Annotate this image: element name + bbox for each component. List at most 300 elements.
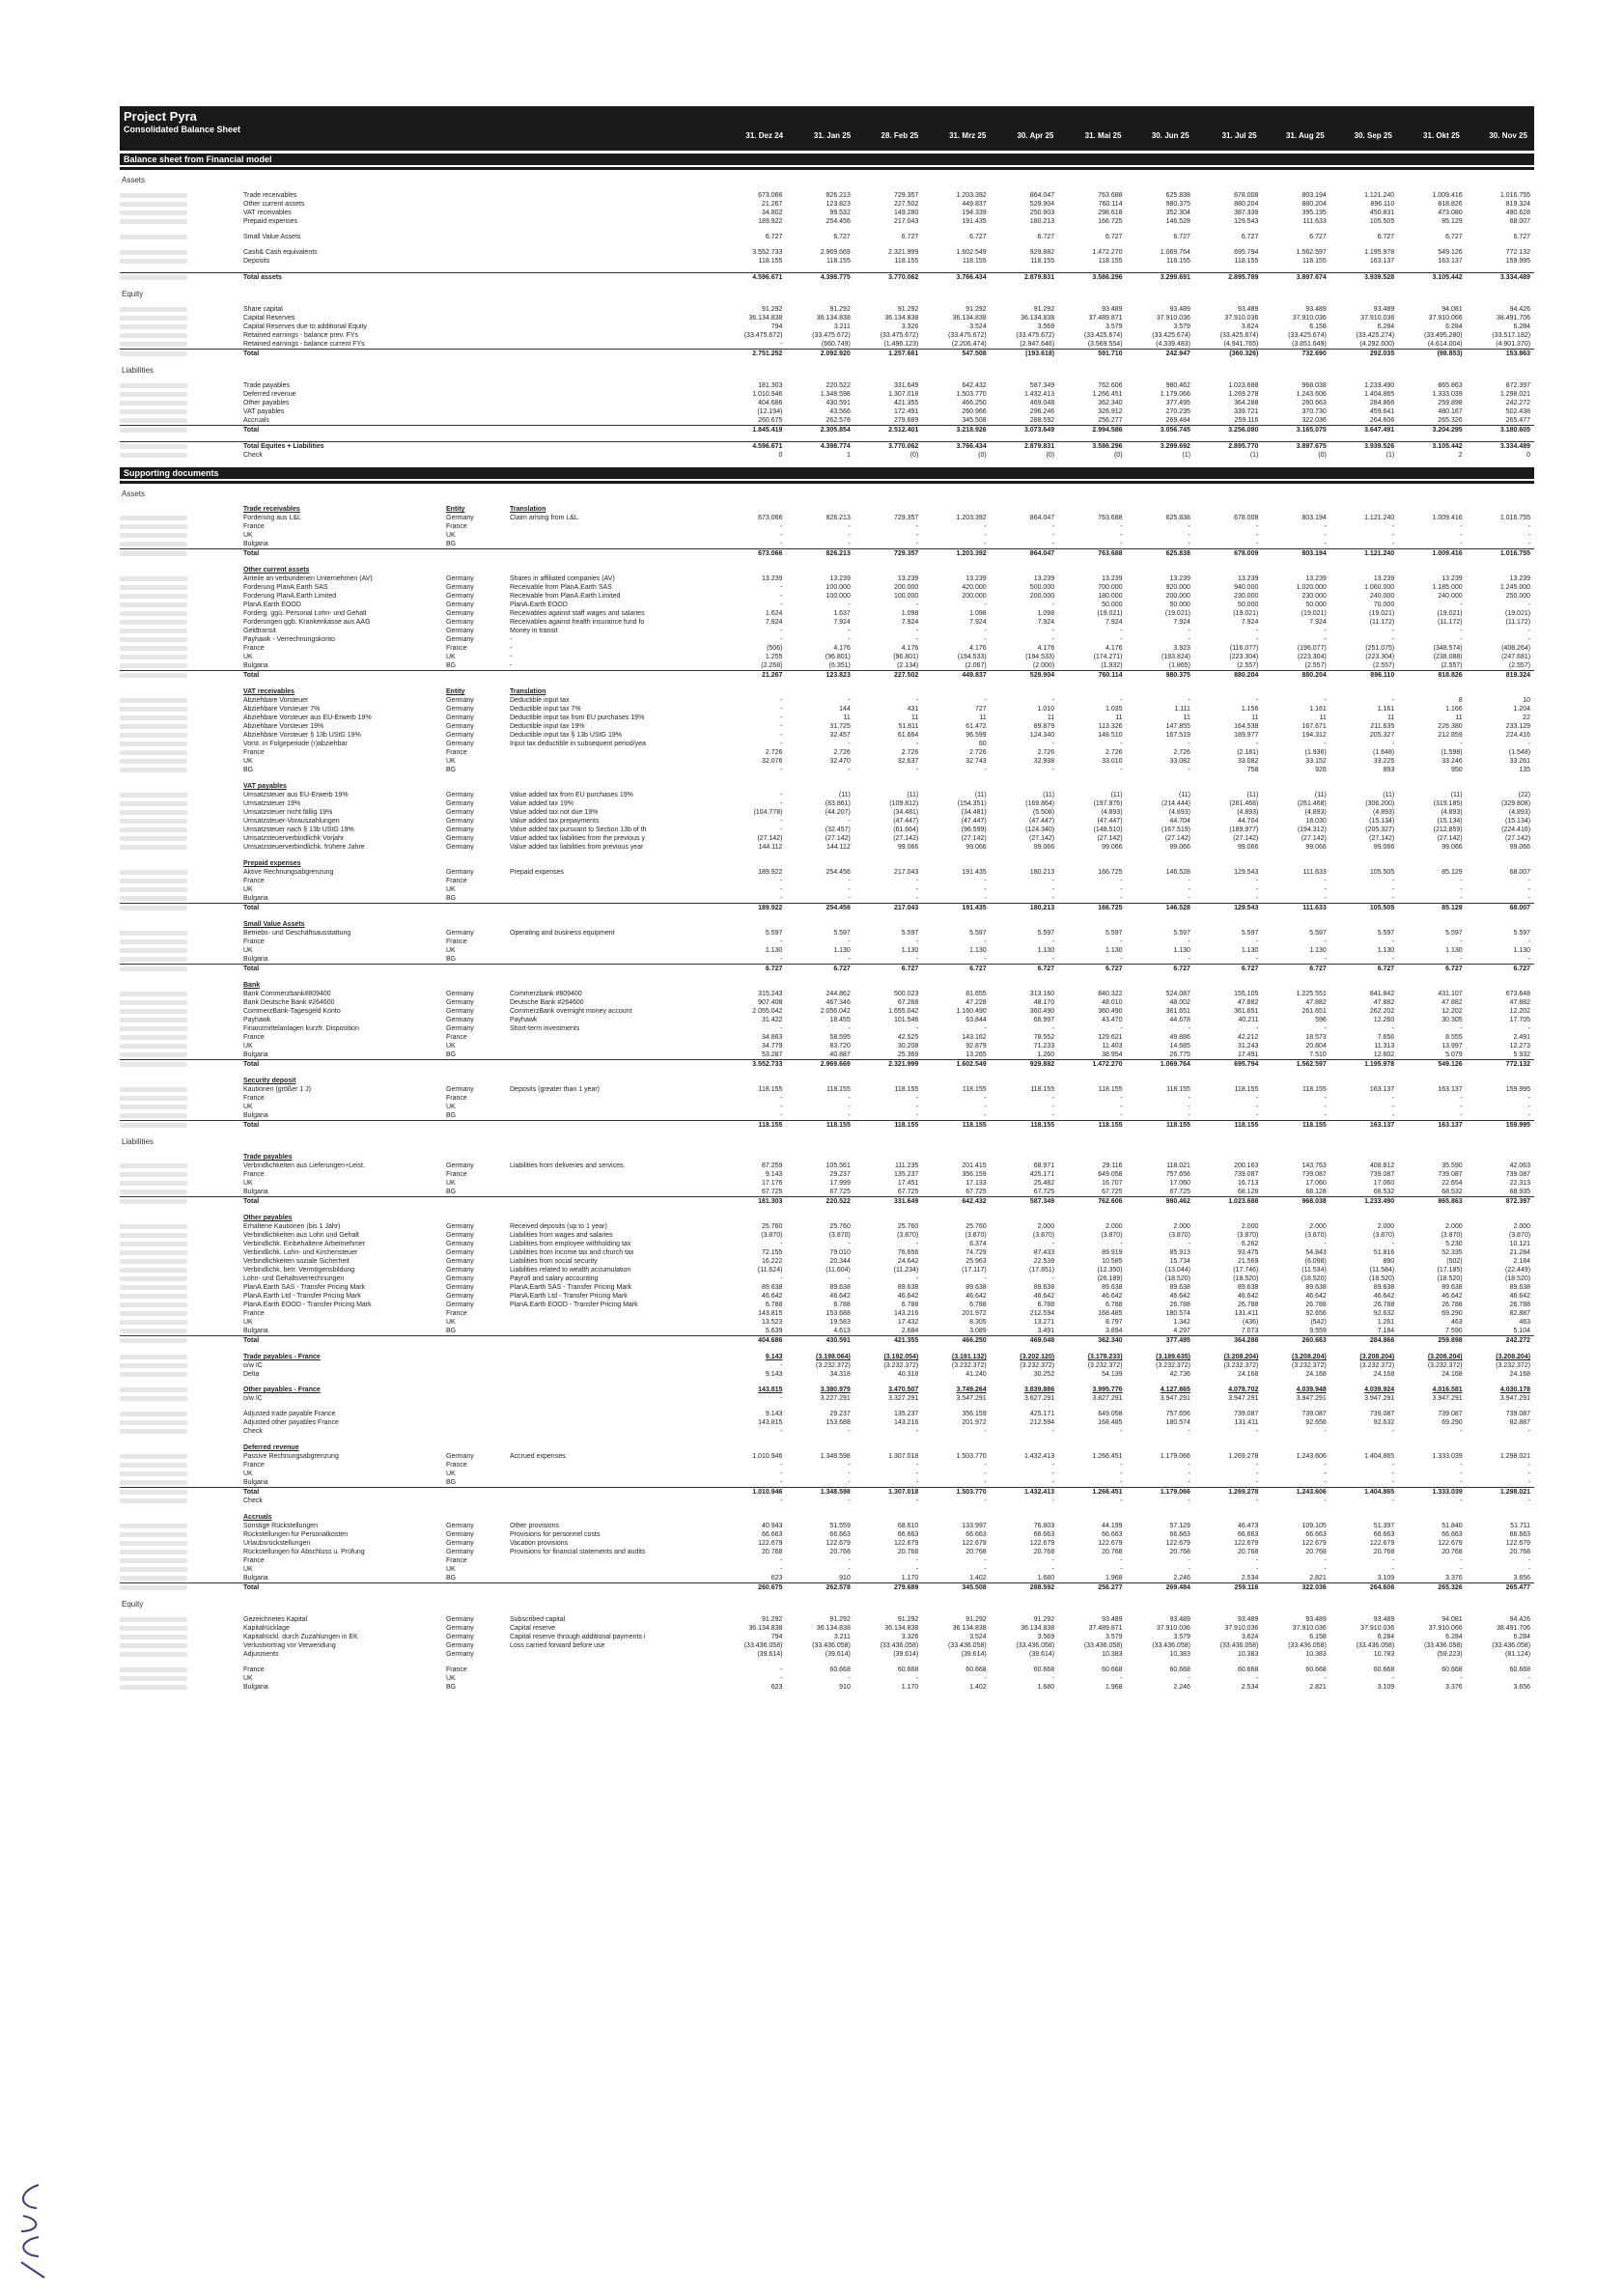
row-values (718, 549, 1534, 558)
row-label: Anteile an verbundenen Unternehmen (AV) (243, 575, 373, 582)
value-cell: (3.870) (897, 1232, 919, 1239)
value-cell (922, 1214, 990, 1222)
row-values (718, 929, 1534, 938)
group-label: Assets (122, 490, 146, 498)
row-entity (446, 340, 510, 349)
value-cell: 467.346 (825, 999, 851, 1006)
value-cell: 37.910.036 (1360, 1625, 1395, 1632)
value-cell: 4.039.924 (1364, 1386, 1395, 1393)
value-cell (1467, 687, 1534, 696)
value-cell: 678.008 (1234, 515, 1259, 521)
redaction-mark (120, 1224, 187, 1229)
value-cell: 29.237 (829, 1411, 851, 1417)
value-cell: 91.292 (897, 1616, 919, 1623)
row-translation (510, 1077, 693, 1085)
value-cell: 3.109 (1377, 1575, 1395, 1582)
value-cell: 1.333.039 (1432, 1489, 1463, 1496)
value-cell: 124.340 (1029, 732, 1055, 739)
value-cell: 31.243 (1237, 1043, 1259, 1050)
value-cell: 10.383 (1102, 1651, 1123, 1658)
value-cell (1467, 782, 1534, 791)
value-cell: (4.893) (1441, 809, 1463, 816)
value-cell: 3.491 (1037, 1328, 1055, 1334)
row-label: Trade payables - France (243, 1354, 321, 1360)
value-cell: 1.179.066 (1160, 391, 1190, 398)
value-cell (1194, 782, 1262, 791)
value-cell: 46.642 (965, 1293, 987, 1300)
value-cell: - (1527, 636, 1531, 643)
value-cell: - (1391, 636, 1395, 643)
value-cell: 1.266.451 (1092, 1489, 1123, 1496)
value-cell: 18.573 (1305, 1034, 1327, 1041)
value-cell: 6.788 (833, 1302, 851, 1308)
value-cell (1127, 1077, 1194, 1085)
value-cell: - (1460, 1104, 1463, 1110)
value-cell: - (1460, 1566, 1463, 1573)
value-cell: (33.475.672) (812, 332, 851, 339)
row-label: Total (243, 550, 260, 557)
redaction-mark (120, 1302, 187, 1307)
value-cell: 85.129 (1441, 905, 1463, 911)
value-cell: 24.642 (897, 1258, 919, 1265)
row-values (718, 1565, 1534, 1574)
value-cell: - (780, 895, 783, 902)
row-translation (510, 1042, 693, 1050)
value-cell: 36.134.838 (748, 1625, 783, 1632)
value-cell: 66.663 (1169, 1531, 1190, 1538)
value-cell: 33.010 (1102, 758, 1123, 765)
value-cell: - (848, 741, 851, 747)
value-cell: 122.679 (1301, 1540, 1327, 1547)
value-cell: 5.597 (969, 930, 987, 937)
value-cell: 118.155 (1234, 258, 1259, 265)
value-cell: 129.621 (1098, 1034, 1123, 1041)
value-cell: (27.142) (961, 835, 987, 842)
redaction-mark (120, 1035, 187, 1040)
redacted-label (120, 1370, 243, 1379)
value-cell: 20.804 (1305, 1043, 1327, 1050)
value-cell: 695.794 (1234, 249, 1259, 256)
row-values (718, 859, 1534, 868)
value-cell (1058, 1214, 1126, 1222)
value-cell: (33.475.672) (947, 332, 987, 339)
value-cell: 6.727 (765, 966, 783, 972)
value-cell: 893 (1383, 767, 1395, 773)
value-cell: 818.826 (1438, 201, 1463, 208)
table-block (120, 1214, 1534, 1345)
value-cell: (96.599) (961, 826, 987, 833)
value-cell: - (1120, 1428, 1123, 1435)
value-cell: (0) (978, 452, 987, 459)
value-cell: 11 (843, 714, 851, 721)
redaction-mark (120, 1541, 187, 1546)
value-cell: 284.866 (1369, 400, 1395, 406)
value-cell (1194, 1077, 1262, 1085)
value-cell: - (1324, 523, 1327, 530)
value-cell: (4.893) (1304, 809, 1327, 816)
value-cell: (47.447) (893, 818, 919, 825)
value-cell: 227.502 (893, 672, 919, 679)
value-cell (854, 1443, 922, 1452)
value-cell: 1.023.688 (1228, 382, 1259, 389)
value-cell: 739.087 (1234, 1411, 1259, 1417)
value-cell: 1.680 (1037, 1684, 1055, 1691)
value-cell: - (1324, 541, 1327, 547)
row-label: Total (243, 905, 260, 911)
value-cell: 91.292 (829, 1616, 851, 1623)
value-cell: 2.726 (1173, 749, 1190, 756)
row-spacer (120, 1403, 1534, 1410)
value-cell: 99.532 (829, 210, 851, 216)
value-cell: 118.155 (826, 258, 851, 265)
value-cell: - (1460, 1462, 1463, 1469)
table-row (120, 635, 1534, 644)
value-cell: 91.292 (1033, 1616, 1055, 1623)
value-cell: 547.508 (962, 350, 987, 357)
value-cell: (3.870) (1373, 1232, 1395, 1239)
value-cell: 3.766.434 (956, 443, 987, 450)
value-cell: 6.788 (901, 1302, 919, 1308)
table-row (120, 540, 1534, 548)
value-cell: 1.261 (1377, 1319, 1395, 1326)
value-cell: - (1324, 1428, 1327, 1435)
value-cell: - (1460, 1498, 1463, 1504)
redaction-mark (120, 1329, 187, 1333)
redaction-mark (120, 1242, 187, 1246)
value-cell: - (1391, 1675, 1395, 1682)
value-cell: 51.811 (898, 723, 919, 730)
row-label: o/w IC (243, 1395, 263, 1402)
redacted-label (120, 1666, 243, 1674)
row-values (718, 1248, 1534, 1257)
row-translation (510, 894, 693, 903)
row-values (718, 904, 1534, 912)
row-values (718, 808, 1534, 817)
value-cell: - (1120, 1112, 1123, 1119)
value-cell: 3.923 (1173, 645, 1190, 652)
value-cell: - (780, 792, 783, 798)
value-cell: - (1527, 1675, 1531, 1682)
row-values (718, 350, 1534, 358)
redacted-label (120, 955, 243, 964)
value-cell: 3.947.291 (1432, 1395, 1463, 1402)
value-cell: 2.726 (1037, 749, 1055, 756)
value-cell: 3.180.605 (1499, 427, 1531, 434)
row-translation (510, 671, 693, 680)
value-cell: 11 (979, 714, 987, 721)
value-cell: 172.491 (893, 408, 919, 415)
row-entity: Germany (446, 1162, 474, 1169)
redaction-mark (120, 516, 187, 520)
value-cell: 8.555 (1445, 1034, 1463, 1041)
value-cell: 1.020.000 (1296, 584, 1327, 591)
table-row (120, 1240, 1534, 1248)
redaction-mark (120, 707, 187, 712)
redacted-label (120, 340, 243, 349)
row-values (718, 217, 1534, 226)
redacted-label (120, 1240, 243, 1248)
value-cell: 143.815 (758, 1386, 783, 1393)
value-cell: 360.490 (1029, 1008, 1055, 1015)
value-cell: (18.520) (1369, 1275, 1395, 1282)
value-cell: 7.924 (901, 619, 919, 626)
value-cell: 13.239 (1305, 575, 1327, 582)
value-cell: 87.259 (762, 1162, 783, 1169)
value-cell: 8.305 (969, 1319, 987, 1326)
value-cell (854, 505, 922, 514)
value-cell: (124.340) (1025, 826, 1055, 833)
value-cell: (27.142) (1504, 835, 1531, 842)
value-cell: 700.000 (1098, 584, 1123, 591)
row-label: UK (243, 1104, 253, 1110)
value-cell (1127, 505, 1194, 514)
table-row (120, 644, 1534, 653)
value-cell: 1.307.018 (888, 1489, 919, 1496)
value-cell (1330, 566, 1398, 574)
value-cell: - (1051, 938, 1055, 945)
value-cell: 220.522 (825, 1198, 851, 1205)
value-cell (1262, 1153, 1329, 1162)
value-cell: 68.007 (1509, 218, 1531, 225)
value-cell: - (1460, 938, 1463, 945)
value-cell: - (915, 1095, 919, 1102)
value-cell (922, 1153, 990, 1162)
row-entity: Germany (446, 809, 474, 816)
value-cell: 13.239 (1169, 575, 1190, 582)
row-translation (510, 1179, 693, 1188)
value-cell: - (1391, 1241, 1395, 1247)
value-cell: 431.107 (1438, 991, 1463, 997)
row-entity: Germany (446, 1616, 474, 1623)
row-values (718, 1050, 1534, 1059)
value-cell: 4.398.774 (820, 443, 851, 450)
table-row (120, 1574, 1534, 1582)
value-cell: 42.063 (1509, 1162, 1531, 1169)
value-cell: (11) (974, 792, 987, 798)
value-cell: (6.351) (828, 662, 851, 669)
row-label: Other payables (243, 400, 290, 406)
value-cell: - (984, 1462, 987, 1469)
value-cell: 2.246 (1173, 1575, 1190, 1582)
value-cell (1398, 1153, 1466, 1162)
value-cell (1262, 981, 1329, 990)
value-cell: 166.725 (1098, 905, 1123, 911)
value-cell: (3.202.120) (1020, 1354, 1055, 1360)
row-entity: UK (446, 1043, 456, 1050)
value-cell: - (1051, 1557, 1055, 1564)
value-cell: (238.088) (1433, 654, 1463, 660)
value-cell: 189.977 (1234, 732, 1259, 739)
value-cell: 262.202 (1369, 1008, 1395, 1015)
row-entity: France (446, 1095, 467, 1102)
value-cell: - (780, 584, 783, 591)
row-translation (510, 217, 693, 226)
value-cell: 1.010.946 (752, 1489, 783, 1496)
row-entity: France (446, 1666, 467, 1673)
row-translation (510, 859, 693, 868)
value-cell: 37.910.066 (1428, 315, 1463, 322)
redacted-label (120, 257, 243, 266)
value-cell: 449.837 (962, 201, 987, 208)
row-label: Abziehbare Vorsteuer 19% (243, 723, 324, 730)
value-cell: 3.165.075 (1296, 427, 1327, 434)
row-translation (510, 1574, 693, 1582)
row-translation (510, 920, 693, 929)
table-row (120, 1394, 1534, 1403)
row-entity (446, 1427, 510, 1436)
value-cell: (3.232.372) (883, 1362, 919, 1369)
table-block (120, 505, 1534, 558)
value-cell (1058, 1443, 1126, 1452)
row-translation: Liabilities from income tax and church tax (510, 1249, 634, 1256)
value-cell: 242.947 (1165, 350, 1190, 357)
redaction-mark (120, 524, 187, 529)
redaction-mark (120, 1676, 187, 1681)
row-translation: Provisions for financial statements and audits (510, 1549, 646, 1555)
value-cell: 212.859 (1438, 732, 1463, 739)
table-block (120, 687, 1534, 774)
value-cell: 3.376 (1445, 1684, 1463, 1691)
redacted-label (120, 714, 243, 722)
row-label: Bulgaria (243, 1051, 268, 1058)
value-cell: 5.597 (1173, 930, 1190, 937)
row-entity: Germany (446, 1241, 474, 1247)
row-translation (510, 1370, 693, 1379)
row-values (718, 1452, 1534, 1461)
table-row (120, 946, 1534, 955)
redacted-label (120, 1674, 243, 1683)
value-cell: 93.489 (1305, 1616, 1327, 1623)
redacted-label (120, 442, 243, 451)
value-cell: 66.663 (897, 1531, 919, 1538)
row-entity: UK (446, 654, 456, 660)
value-cell (1194, 859, 1262, 868)
value-cell: 81.655 (965, 991, 987, 997)
row-entity: France (446, 1557, 467, 1564)
row-label: Cash& Cash equivalents (243, 249, 318, 256)
value-cell: - (1256, 1095, 1259, 1102)
row-spacer (120, 1659, 1534, 1666)
value-cell: 83.720 (829, 1043, 851, 1050)
redacted-label (120, 1470, 243, 1478)
value-cell: 93.489 (1237, 306, 1259, 313)
redacted-label (120, 217, 243, 226)
value-cell: 803.194 (1301, 515, 1327, 521)
value-cell (786, 782, 853, 791)
row-translation: PlanA.Earth Ltd - Transfer Pricing Mark (510, 1293, 628, 1300)
value-cell: 12.602 (1373, 1051, 1395, 1058)
value-cell: 345.508 (962, 417, 987, 424)
value-cell: (1.648) (1373, 749, 1395, 756)
redaction-mark (120, 1276, 187, 1281)
value-cell: - (780, 1241, 783, 1247)
redacted-label (120, 1033, 243, 1042)
value-cell: - (1527, 1095, 1531, 1102)
value-cell: - (1256, 1557, 1259, 1564)
value-cell: 3.569 (1037, 323, 1055, 330)
value-cell: 910 (839, 1684, 851, 1691)
value-cell (991, 505, 1058, 514)
row-entity: Entity (446, 506, 465, 513)
value-cell: 3.586.296 (1092, 443, 1123, 450)
value-cell: 68.971 (1033, 1162, 1055, 1169)
row-translation: Payhawk (510, 1017, 538, 1023)
value-cell: 9.143 (765, 1171, 783, 1178)
value-cell (922, 687, 990, 696)
value-cell: 7.924 (1309, 619, 1327, 626)
value-cell (1467, 859, 1534, 868)
row-translation: Value added tax liabilities from previous year (510, 844, 644, 851)
value-cell: 24.168 (1237, 1371, 1259, 1378)
value-cell: - (1256, 1498, 1259, 1504)
value-cell: 31.422 (762, 1017, 783, 1023)
row-entity (446, 1370, 510, 1379)
value-cell: 89.638 (1102, 1284, 1123, 1291)
row-label: PlanA.Earth SAS - Transfer Pricing Mark (243, 1284, 366, 1291)
redaction-mark (120, 275, 187, 280)
value-cell: 99.066 (1373, 844, 1395, 851)
value-cell: (44.207) (825, 809, 851, 816)
value-cell: - (984, 878, 987, 884)
value-cell: 89.638 (1305, 1284, 1327, 1291)
value-cell: 11 (1455, 714, 1463, 721)
value-cell: 642.432 (962, 382, 987, 389)
value-cell: - (1120, 1675, 1123, 1682)
value-cell: - (780, 1395, 783, 1402)
value-cell: 3.327.291 (888, 1395, 919, 1402)
value-cell: 44.678 (1169, 1017, 1190, 1023)
row-values (718, 1583, 1534, 1592)
row-entity: UK (446, 886, 456, 893)
row-values (718, 1574, 1534, 1582)
row-label: Total (243, 427, 260, 434)
value-cell: 6.727 (1445, 966, 1463, 972)
value-cell: 60.668 (1102, 1666, 1123, 1673)
redaction-mark (120, 827, 187, 832)
value-cell: 549.126 (1438, 249, 1463, 256)
row-entity: Germany (446, 619, 474, 626)
table-block (120, 1077, 1534, 1130)
value-cell: 1.185.000 (1432, 584, 1463, 591)
value-cell: - (1188, 636, 1190, 643)
value-cell: 68.007 (1509, 869, 1531, 876)
redacted-label (120, 1121, 243, 1130)
redacted-label (120, 965, 243, 973)
row-translation (510, 965, 693, 973)
table-block (120, 1513, 1534, 1592)
value-cell: 1.111 (1174, 706, 1190, 713)
value-cell (1058, 505, 1126, 514)
value-cell: 695.794 (1234, 1061, 1259, 1068)
value-cell: 1.195.978 (1364, 249, 1395, 256)
row-values (718, 566, 1534, 574)
row-values (718, 1197, 1534, 1206)
table-row (120, 1214, 1534, 1222)
value-cell: 673.066 (758, 550, 783, 557)
value-cell: 6.727 (1105, 234, 1123, 240)
row-values (718, 1478, 1534, 1487)
value-cell: 625.838 (1165, 192, 1190, 199)
value-cell (718, 1443, 786, 1452)
column-header: 31. Jan 25 (813, 131, 852, 140)
table-row (120, 1103, 1534, 1111)
value-cell: - (780, 886, 783, 893)
row-translation: Commerzbank #809400 (510, 991, 582, 997)
value-cell: 143.763 (1301, 1162, 1327, 1169)
value-cell: 395.195 (1301, 210, 1327, 216)
value-cell: 794 (770, 1634, 783, 1640)
value-cell: 50.000 (1102, 602, 1123, 608)
